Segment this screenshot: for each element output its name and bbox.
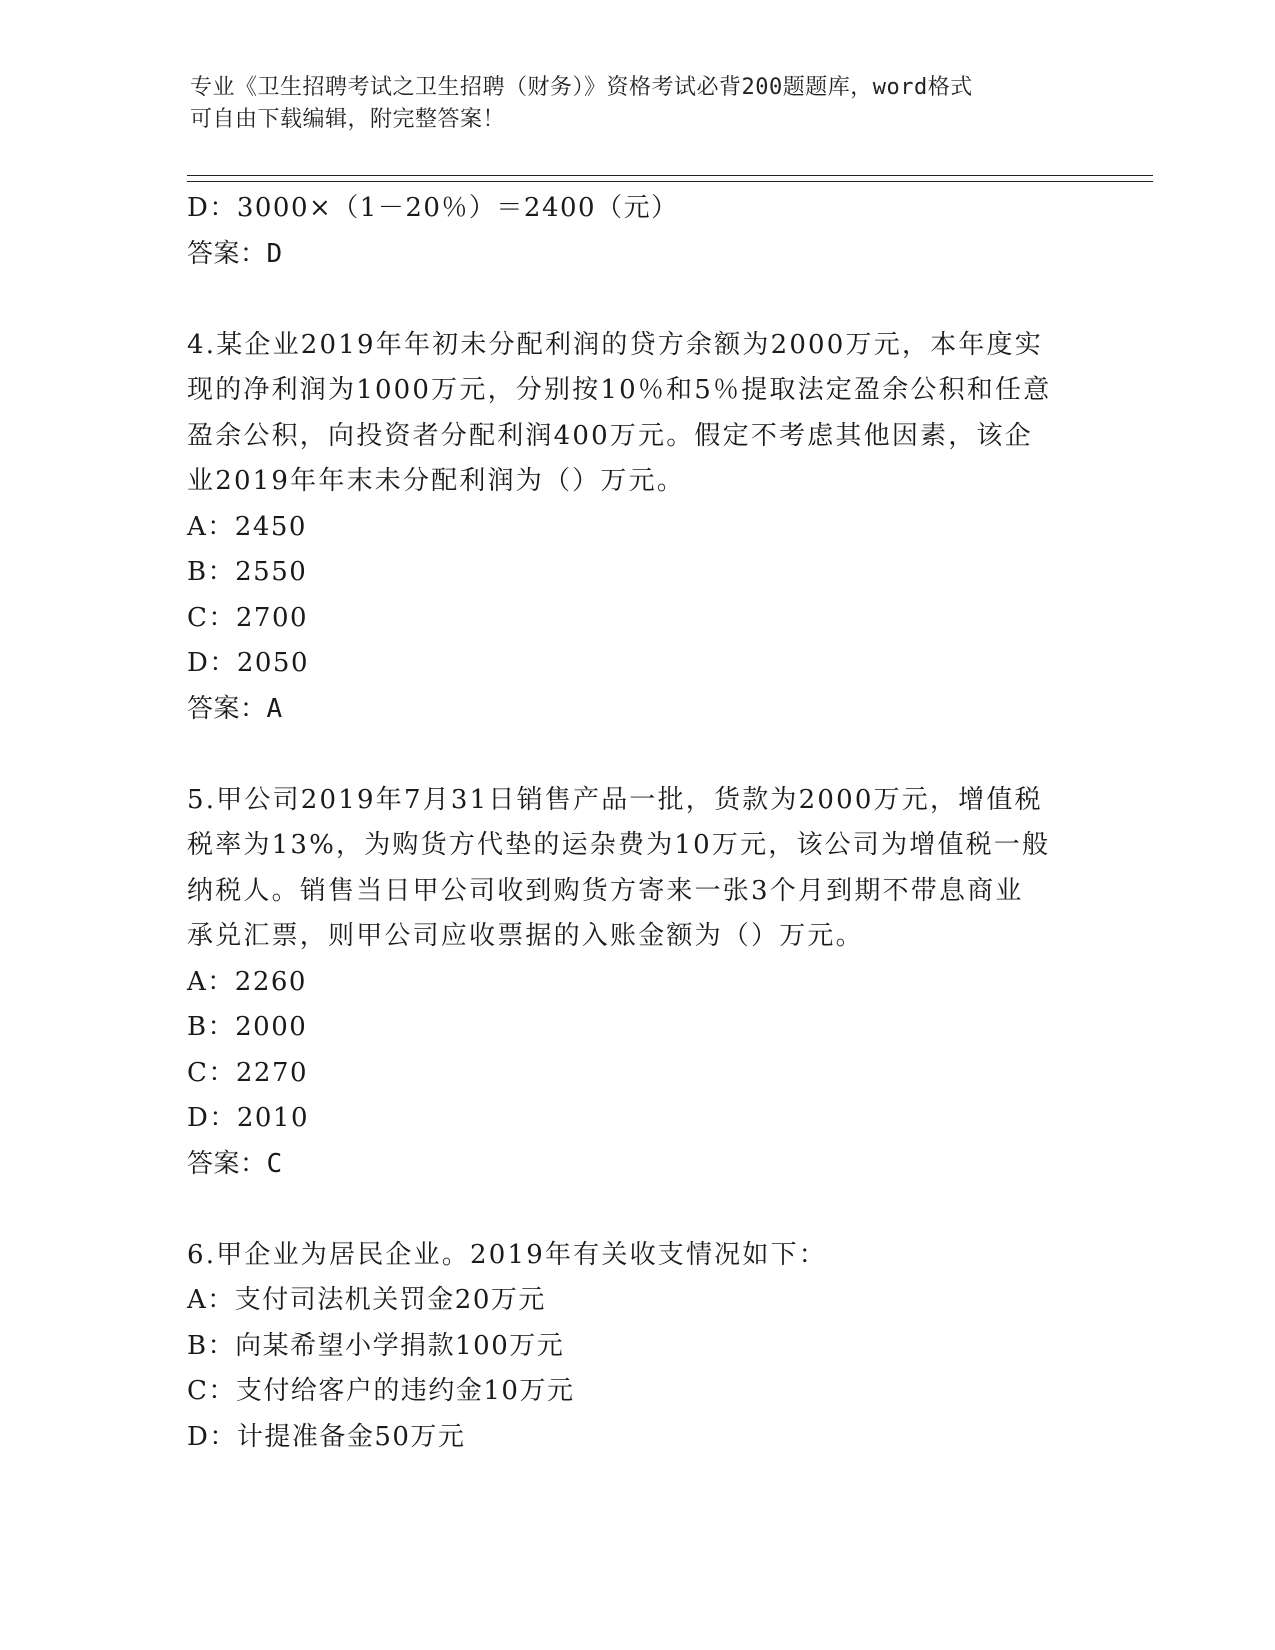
option-a: A：2450 [187, 511, 307, 542]
header-line-1: 专业《卫生招聘考试之卫生招聘（财务）》资格考试必背200题题库，word格式 [190, 75, 973, 100]
header-rule-top [187, 175, 1153, 176]
stem-line: 4.某企业2019年年初未分配利润的贷方余额为2000万元，本年度实 [187, 329, 1043, 360]
stem-line: 纳税人。销售当日甲公司收到购货方寄来一张3个月到期不带息商业 [187, 875, 1024, 906]
answer: 答案：C [187, 1148, 283, 1179]
stem-line: 盈余公积，向投资者分配利润400万元。假定不考虑其他因素，该企 [187, 420, 1033, 451]
option-a: A：支付司法机关罚金20万元 [187, 1285, 546, 1315]
option-d: D：2010 [187, 1103, 310, 1133]
option-d: D：计提准备金50万元 [187, 1421, 466, 1452]
option-d: D：2050 [187, 648, 310, 678]
stem-line: 税率为13%，为购货方代垫的运杂费为10万元，该公司为增值税一般 [187, 830, 1051, 860]
stem-line: 承兑汇票，则甲公司应收票据的入账金额为（）万元。 [187, 921, 864, 951]
option-c: C：2270 [187, 1057, 309, 1088]
option-c: C：2700 [187, 602, 309, 633]
header-line-2: 可自由下载编辑，附完整答案！ [190, 107, 506, 132]
stem-line: 6.甲企业为居民企业。2019年有关收支情况如下： [187, 1239, 827, 1270]
answer: 答案：A [187, 693, 283, 724]
document-body [187, 186, 1087, 1460]
option-c: C：支付给客户的违约金10万元 [187, 1376, 575, 1406]
prev-answer: 答案：D [187, 238, 283, 269]
option-b: B：2000 [187, 1012, 308, 1042]
question-6-stem [187, 1233, 1087, 1279]
stem-line: 业2019年年末未分配利润为（）万元。 [187, 466, 685, 496]
question-4 [187, 323, 1087, 733]
stem-line: 5.甲公司2019年7月31日销售产品一批，货款为2000万元，增值税 [187, 784, 1043, 815]
question-6 [187, 1233, 1087, 1461]
question-4-stem [187, 323, 1087, 505]
option-b: B：向某希望小学捐款100万元 [187, 1330, 565, 1361]
prev-option-d: D：3000×（1－20％）＝2400（元） [187, 193, 679, 223]
option-a: A：2260 [187, 966, 307, 997]
question-5-stem [187, 778, 1087, 960]
header-rule-bottom [187, 181, 1153, 182]
question-5 [187, 778, 1087, 1188]
page-header [190, 72, 1070, 136]
stem-line: 现的净利润为1000万元，分别按10％和5％提取法定盈余公积和任意 [187, 375, 1052, 405]
option-b: B：2550 [187, 557, 308, 587]
